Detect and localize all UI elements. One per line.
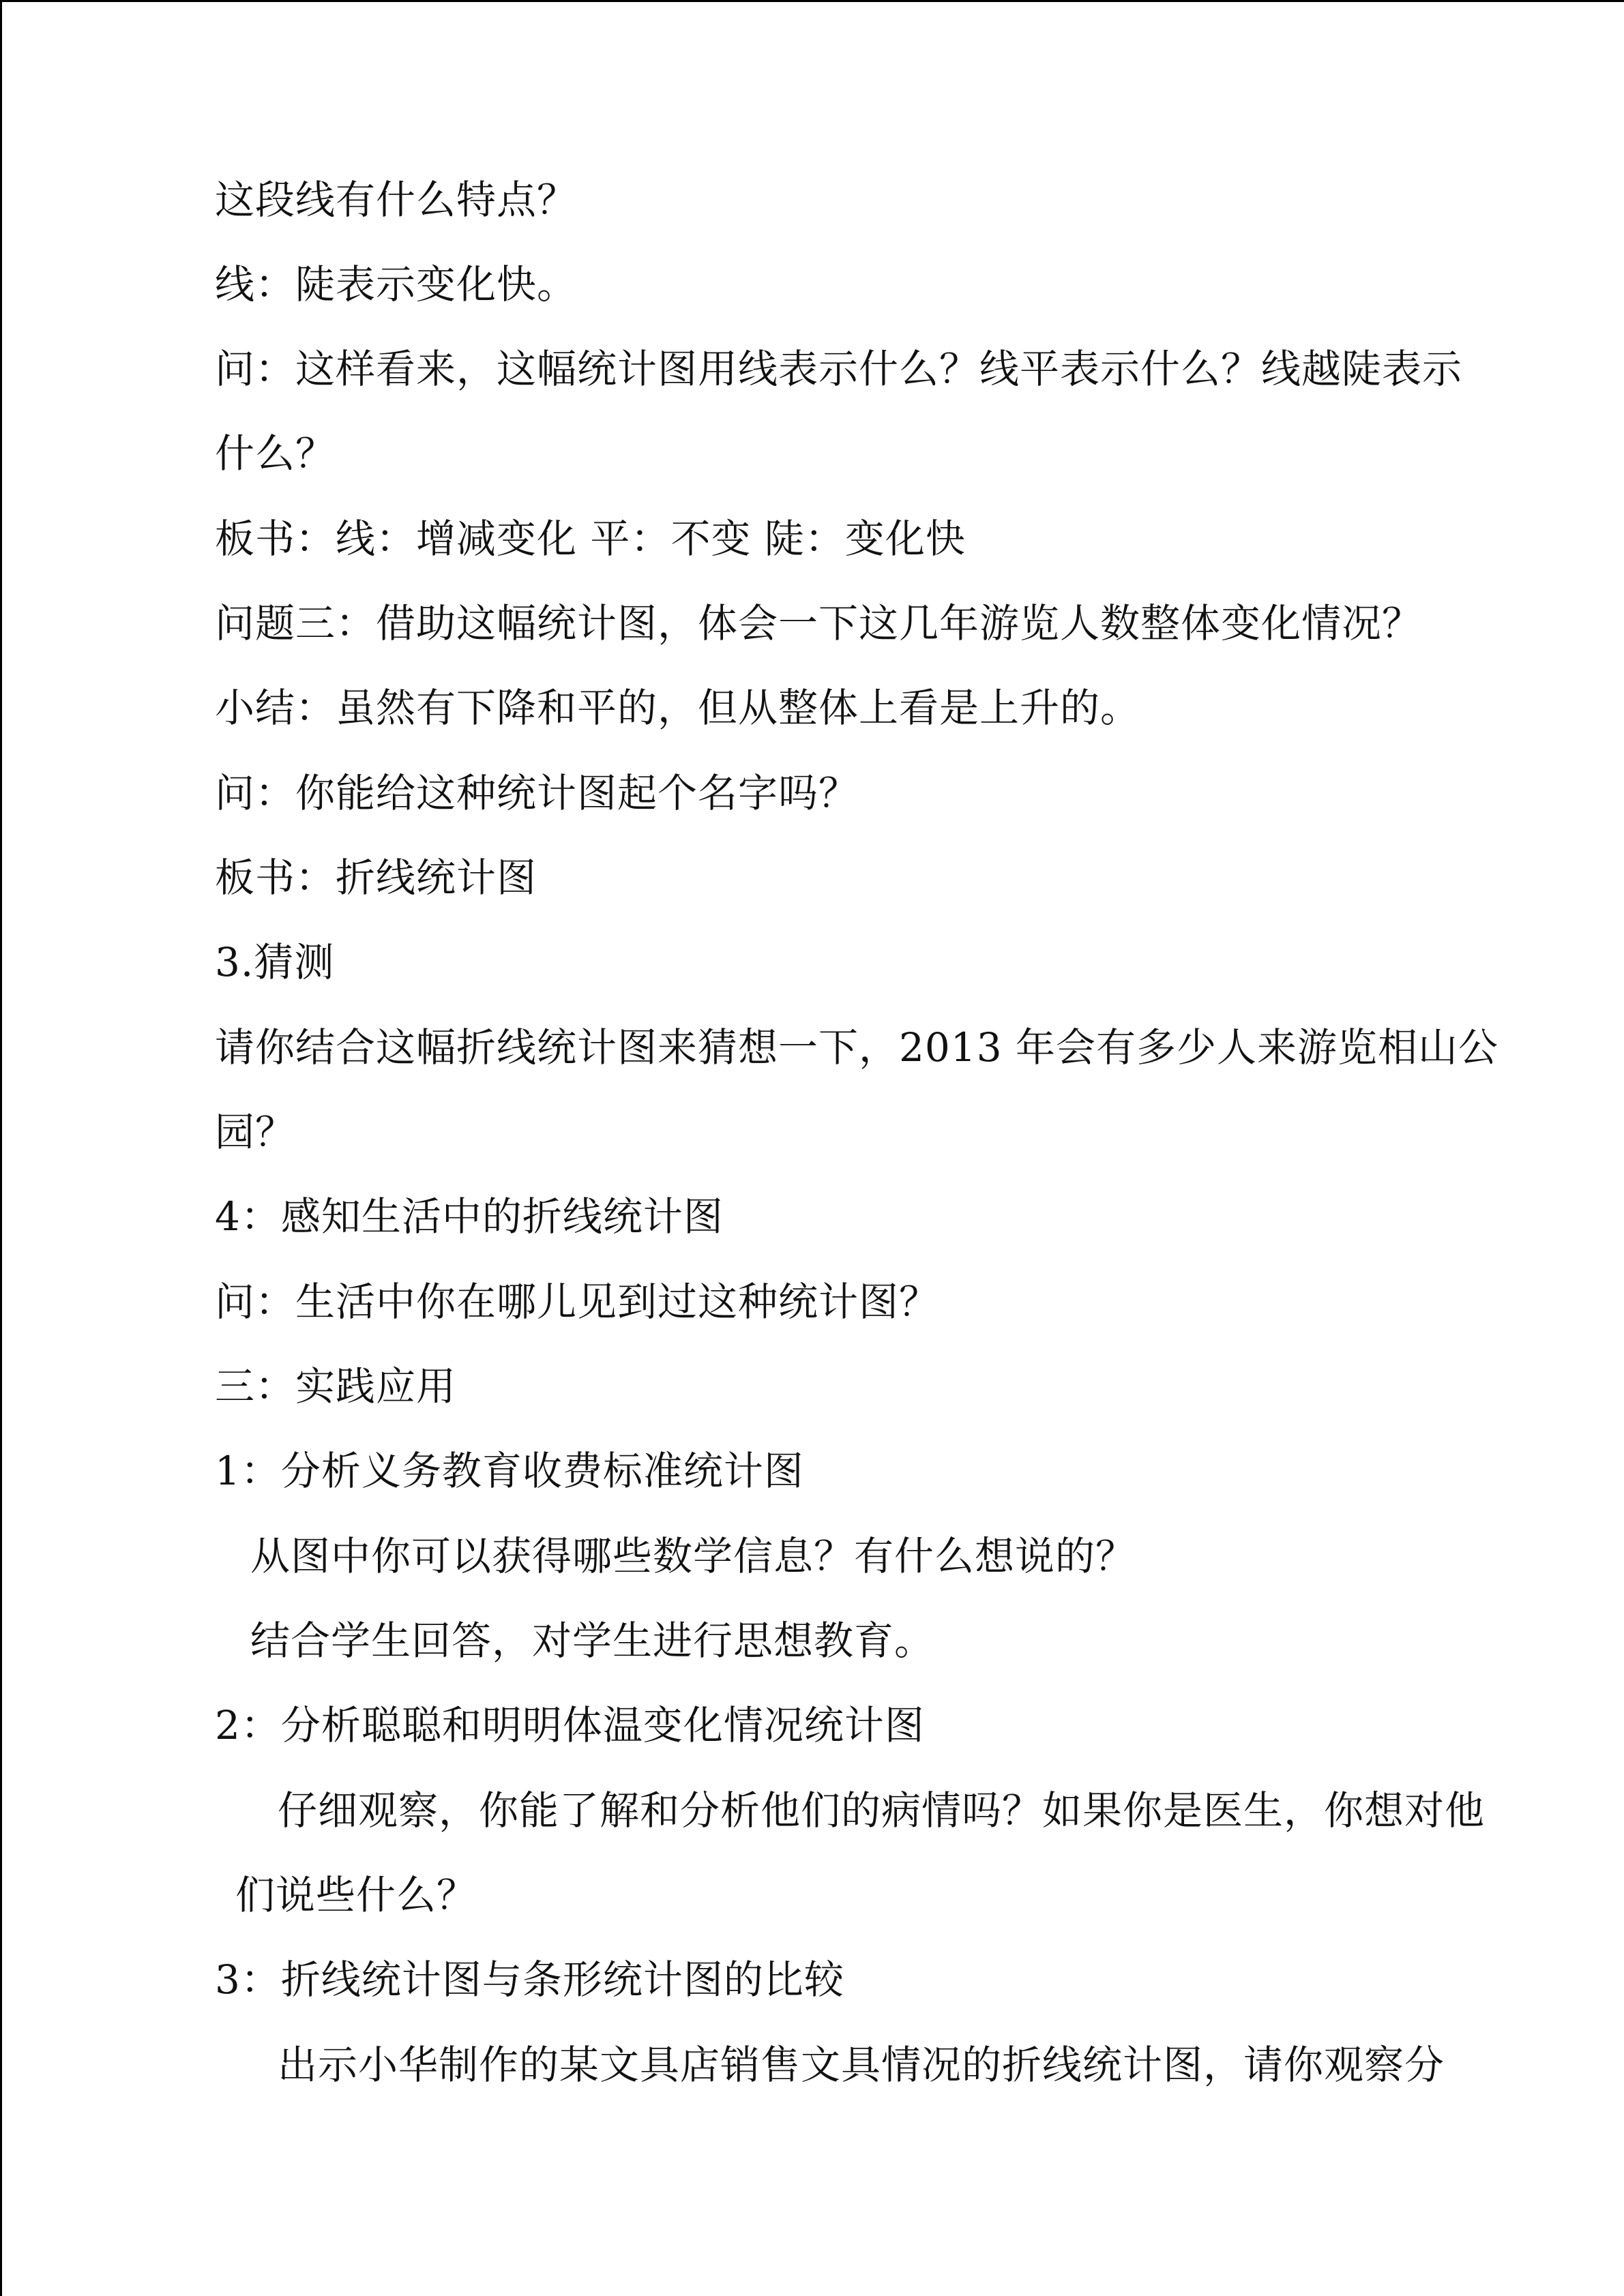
text-line: 从图中你可以获得哪些数学信息？有什么想说的？: [250, 1533, 1136, 1579]
text-line: 小结：虽然有下降和平的，但从整体上看是上升的。: [215, 685, 1141, 731]
text-line: 板书：线：增减变化 平：不变 陡：变化快: [215, 516, 966, 562]
text-line: 1：分析义务教育收费标准统计图: [215, 1448, 804, 1494]
text-line: 问题三：借助这幅统计图，体会一下这几年游览人数整体变化情况？: [215, 600, 1423, 646]
text-line: 4：感知生活中的折线统计图: [215, 1193, 724, 1240]
text-line: 出示小华制作的某文具店销售文具情况的折线统计图，请你观察分: [278, 2042, 1445, 2088]
text-line: 什么？: [215, 430, 336, 477]
text-line: 线：陡表示变化快。: [215, 261, 578, 308]
text-line: 3：折线统计图与条形统计图的比较: [215, 1956, 844, 2003]
text-line: 问：生活中你在哪儿见到过这种统计图？: [215, 1279, 940, 1325]
text-line: 三：实践应用: [215, 1363, 457, 1410]
text-line: 3.猜测: [215, 939, 335, 985]
text-line: 仔细观察，你能了解和分析他们的病情吗？如果你是医生，你想对他: [278, 1787, 1486, 1834]
text-line: 结合学生回答，对学生进行思想教育。: [250, 1617, 935, 1664]
text-line: 请你结合这幅折线统计图来猜想一下，2013 年会有多少人来游览相山公: [215, 1024, 1499, 1071]
text-line: 们说些什么？: [235, 1872, 477, 1918]
text-line: 板书：折线统计图: [215, 854, 537, 901]
text-line: 园？: [215, 1109, 296, 1155]
text-line: 问：你能给这种统计图起个名字吗？: [215, 770, 859, 816]
text-line: 2：分析聪聪和明明体温变化情况统计图: [215, 1702, 925, 1748]
text-line: 这段线有什么特点？: [215, 177, 578, 223]
text-line: 问：这样看来，这幅统计图用线表示什么？线平表示什么？线越陡表示: [215, 346, 1463, 392]
